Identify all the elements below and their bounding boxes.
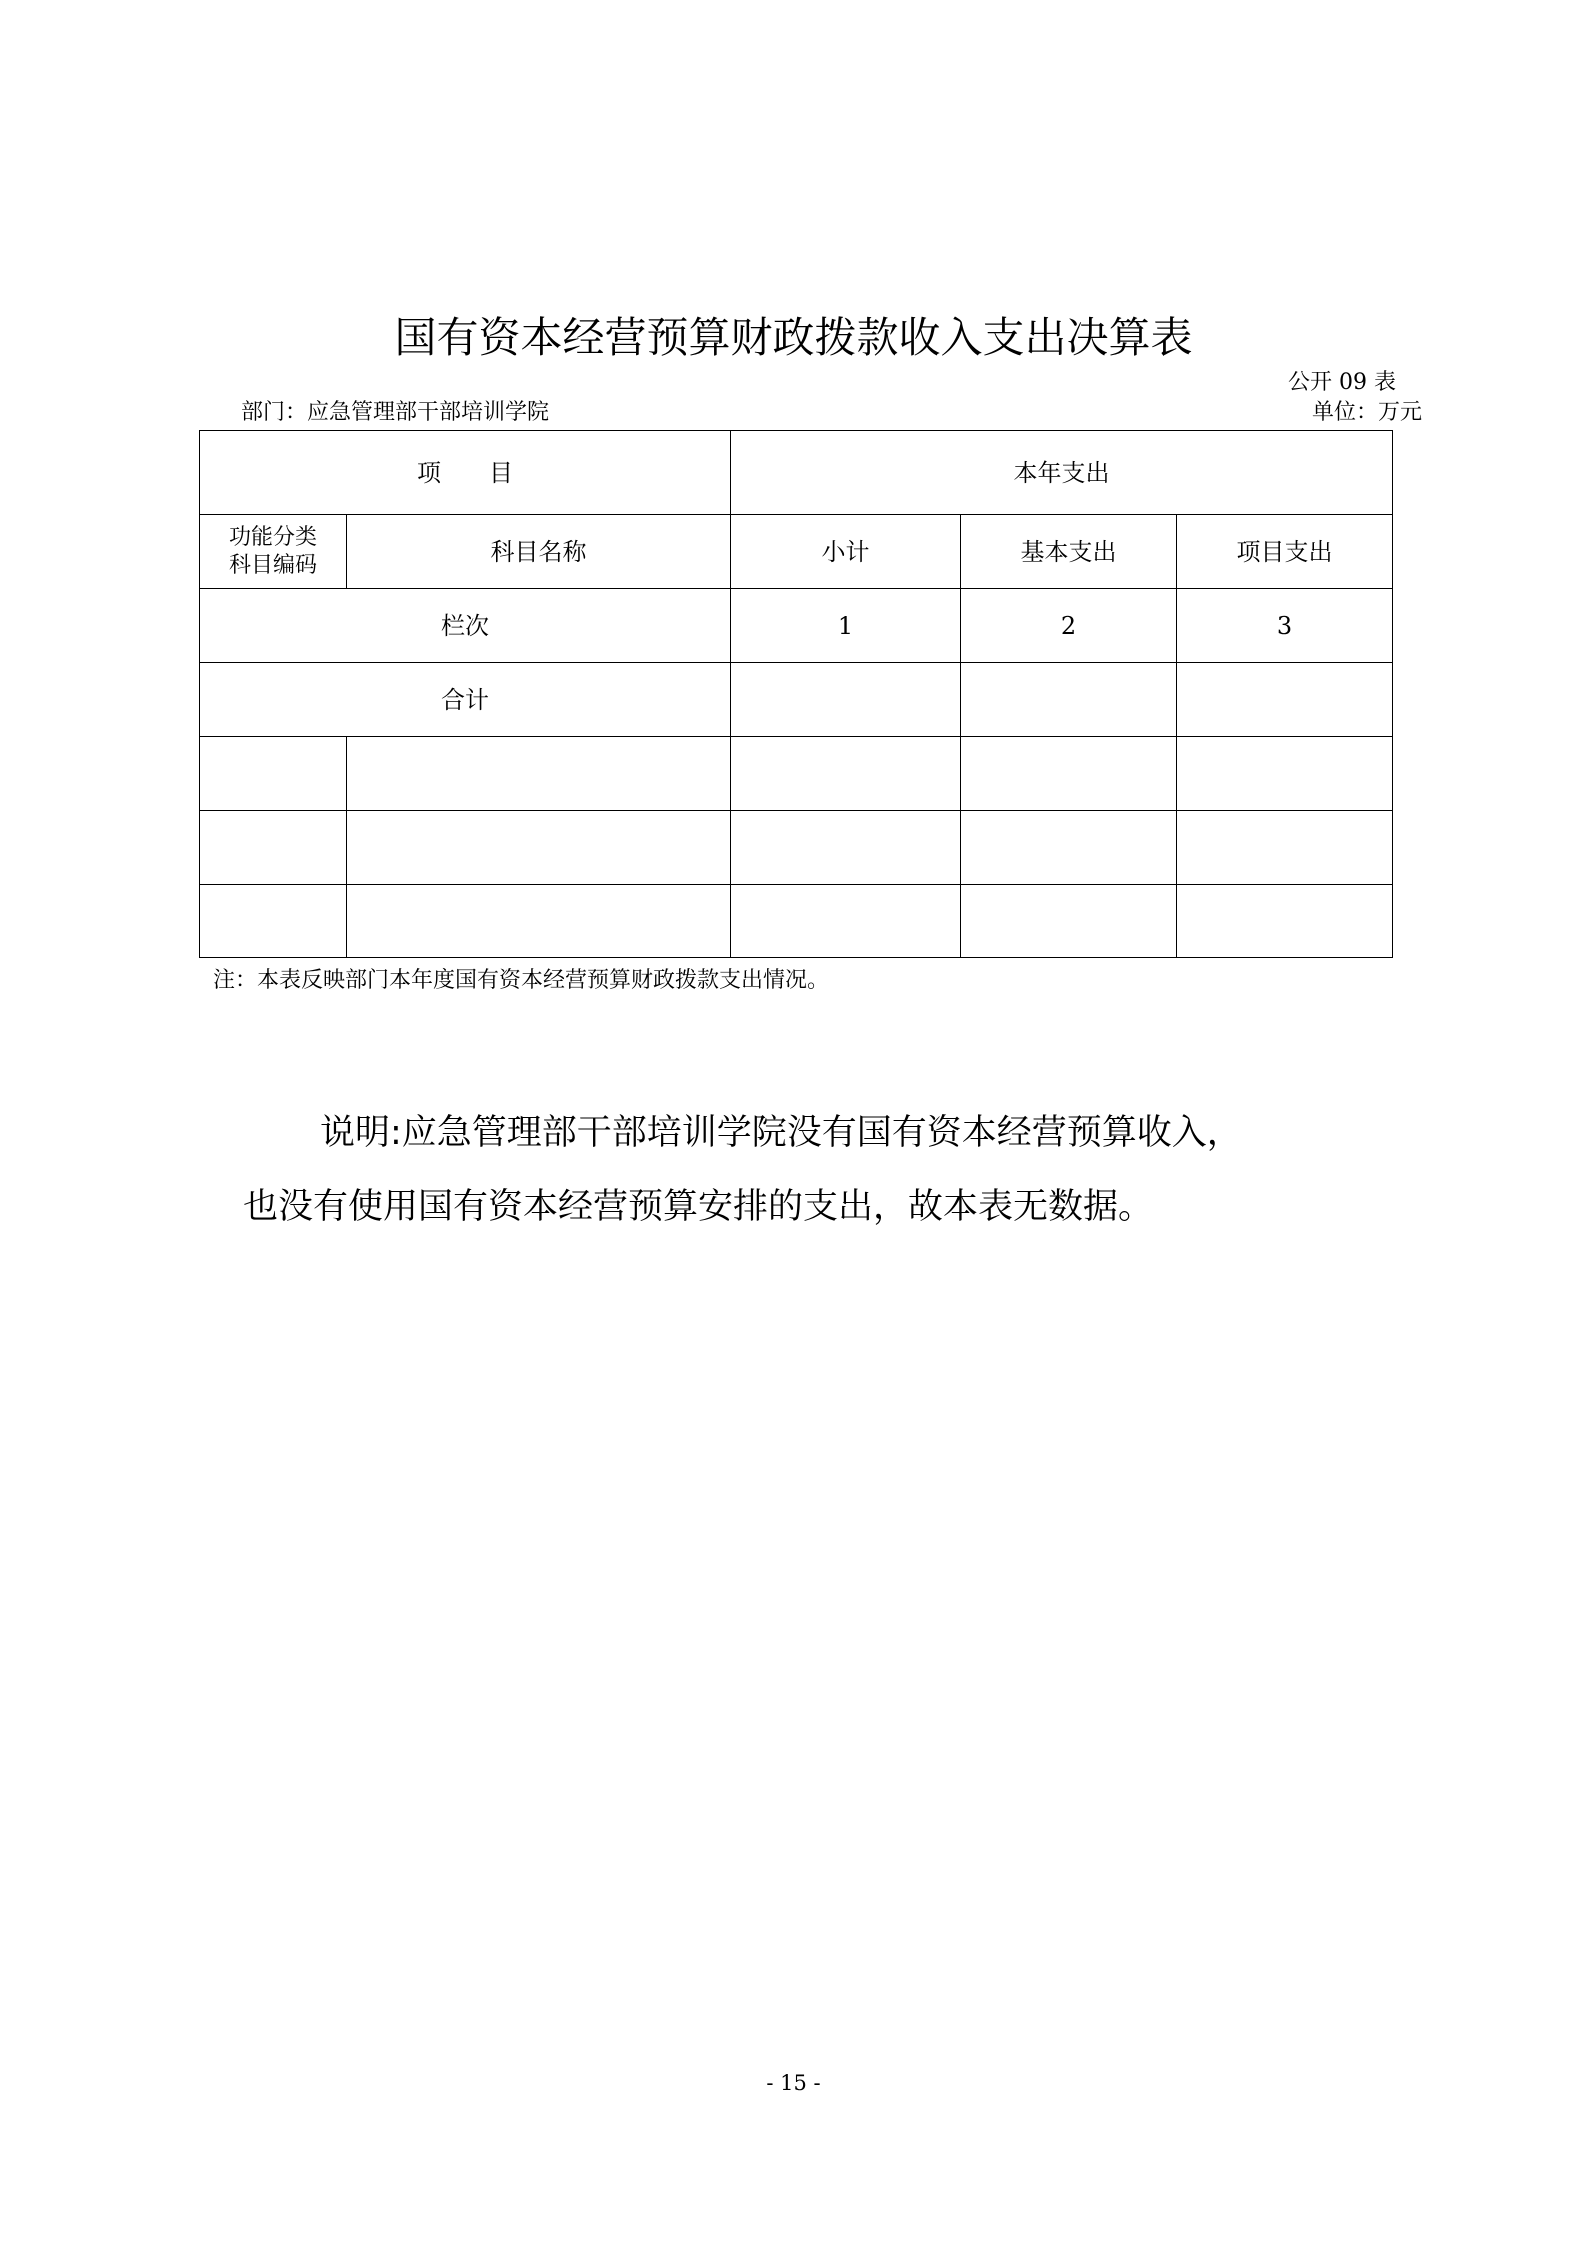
table-cell [347, 885, 731, 958]
explanation-line-1: 说明:应急管理部干部培训学院没有国有资本经营预算收入， [320, 1113, 1242, 1153]
header-function-code-line1: 功能分类 [228, 524, 317, 550]
table-cell [200, 885, 347, 958]
header-basic-expenditure: 基本支出 [961, 515, 1177, 589]
header-subject-name: 科目名称 [347, 515, 731, 589]
table-cell [731, 737, 961, 811]
column-number-label: 栏次 [200, 589, 731, 663]
header-function-code-line2: 科目编码 [228, 552, 317, 578]
column-number-1: 1 [731, 589, 961, 663]
table-cell [961, 811, 1177, 885]
table-cell [1177, 885, 1393, 958]
header-subtotal: 小计 [731, 515, 961, 589]
page-title: 国有资本经营预算财政拨款收入支出决算表 [394, 313, 1193, 362]
table-cell [1177, 737, 1393, 811]
header-item: 项 目 [200, 431, 731, 515]
table-cell [347, 737, 731, 811]
table-cell [1177, 811, 1393, 885]
table-subheader-row [200, 515, 1393, 589]
table-row [200, 737, 1393, 811]
page-number: - 15 - [766, 2071, 821, 2095]
table-row [200, 811, 1393, 885]
form-number: 公开 09 表 [1288, 370, 1396, 395]
header-current-year-expenditure: 本年支出 [731, 431, 1393, 515]
total-row [200, 663, 1393, 737]
column-number-2: 2 [961, 589, 1177, 663]
unit-label: 单位：万元 [1311, 400, 1422, 425]
total-label: 合计 [200, 663, 731, 737]
explanation-line-2: 也没有使用国有资本经营预算安排的支出，故本表无数据。 [243, 1187, 1154, 1227]
table-cell [961, 885, 1177, 958]
table-note: 注：本表反映部门本年度国有资本经营预算财政拨款支出情况。 [213, 968, 830, 993]
table-cell [731, 885, 961, 958]
table-cell [200, 811, 347, 885]
table-cell [200, 737, 347, 811]
column-number-3: 3 [1177, 589, 1393, 663]
table-header-row [200, 431, 1393, 515]
budget-table [199, 430, 1393, 958]
budget-table-container [199, 430, 1392, 957]
header-project-expenditure: 项目支出 [1177, 515, 1393, 589]
table-cell [961, 737, 1177, 811]
header-function-code [200, 515, 347, 589]
total-project-cell [1177, 663, 1393, 737]
table-cell [731, 811, 961, 885]
total-subtotal-cell [731, 663, 961, 737]
table-row [200, 885, 1393, 958]
table-cell [347, 811, 731, 885]
department-label: 部门：应急管理部干部培训学院 [241, 400, 550, 425]
total-basic-cell [961, 663, 1177, 737]
column-number-row [200, 589, 1393, 663]
